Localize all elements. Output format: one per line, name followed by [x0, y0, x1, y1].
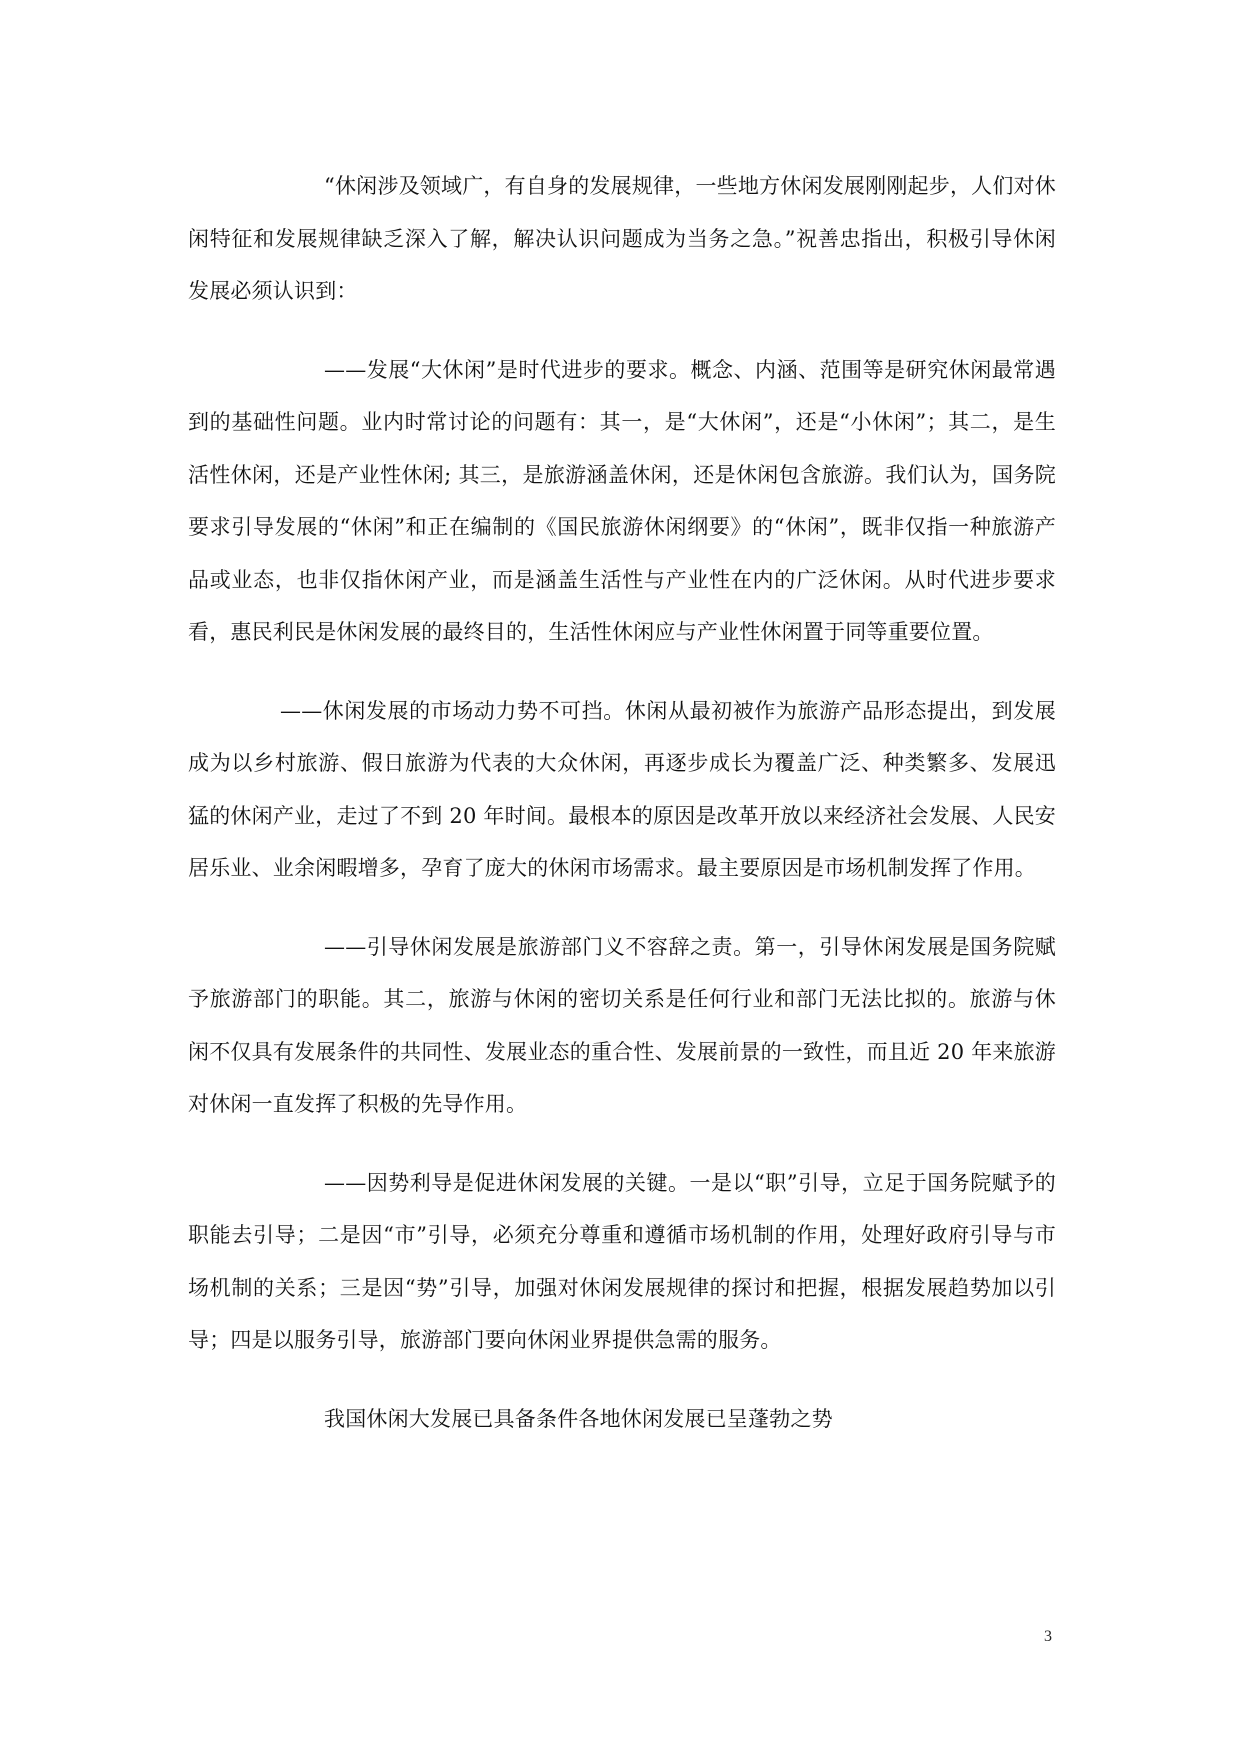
- paragraph-intro: “休闲涉及领域广，有自身的发展规律，一些地方休闲发展刚刚起步，人们对休闲特征和发展规律缺乏深入了解，解决认识问题成为当务之急。”祝善忠指出，积极引导休闲发展必须认识到：: [188, 174, 1056, 303]
- page-number: 3: [1044, 1628, 1052, 1645]
- paragraph-market-force: ——休闲发展的市场动力势不可挡。休闲从最初被作为旅游产品形态提出，到发展成为以乡村旅游、假日旅游为代表的大众休闲，再逐步成长为覆盖广泛、种类繁多、发展迅猛的休闲产业，走过了不到 20 年时间。最根本的原因是改革开放以来经济社会发展、人民安居乐业、业余闲暇增多，孕育了庞大的休闲市场需求。最主要原因是市场机制发挥了作用。: [188, 698, 1056, 880]
- paragraph-big-leisure: ——发展“大休闲”是时代进步的要求。概念、内涵、范围等是研究休闲最常遇到的基础性问题。业内时常讨论的问题有：其一，是“大休闲”，还是“小休闲”；其二，是生活性休闲，还是产业性休闲; 其三，是旅游涵盖休闲，还是休闲包含旅游。我们认为，国务院要求引导发展的“休闲”和正在编制的《国民旅游休闲纲要》的“休闲”，既非仅指一种旅游产品或业态，也非仅指休闲产业，而是涵盖生活性与产业性在内的广泛休闲。从时代进步要求看，惠民利民是休闲发展的最终目的，生活性休闲应与产业性休闲置于同等重要位置。: [188, 357, 1056, 644]
- paragraph-tourism-duty: ——引导休闲发展是旅游部门义不容辞之责。第一，引导休闲发展是国务院赋予旅游部门的职能。其二，旅游与休闲的密切关系是任何行业和部门无法比拟的。旅游与休闲不仅具有发展条件的共同性、发展业态的重合性、发展前景的一致性，而且近 20 年来旅游对休闲一直发挥了积极的先导作用。: [188, 934, 1056, 1116]
- section-heading: 我国休闲大发展已具备条件各地休闲发展已呈蓬勃之势: [324, 1406, 833, 1431]
- document-body: [188, 160, 1056, 1471]
- paragraph-guidance-key: ——因势利导是促进休闲发展的关键。一是以“职”引导，立足于国务院赋予的职能去引导；二是因“市”引导，必须充分尊重和遵循市场机制的作用，处理好政府引导与市场机制的关系；三是因“势”引导，加强对休闲发展规律的探讨和把握，根据发展趋势加以引导；四是以服务引导，旅游部门要向休闲业界提供急需的服务。: [188, 1170, 1056, 1352]
